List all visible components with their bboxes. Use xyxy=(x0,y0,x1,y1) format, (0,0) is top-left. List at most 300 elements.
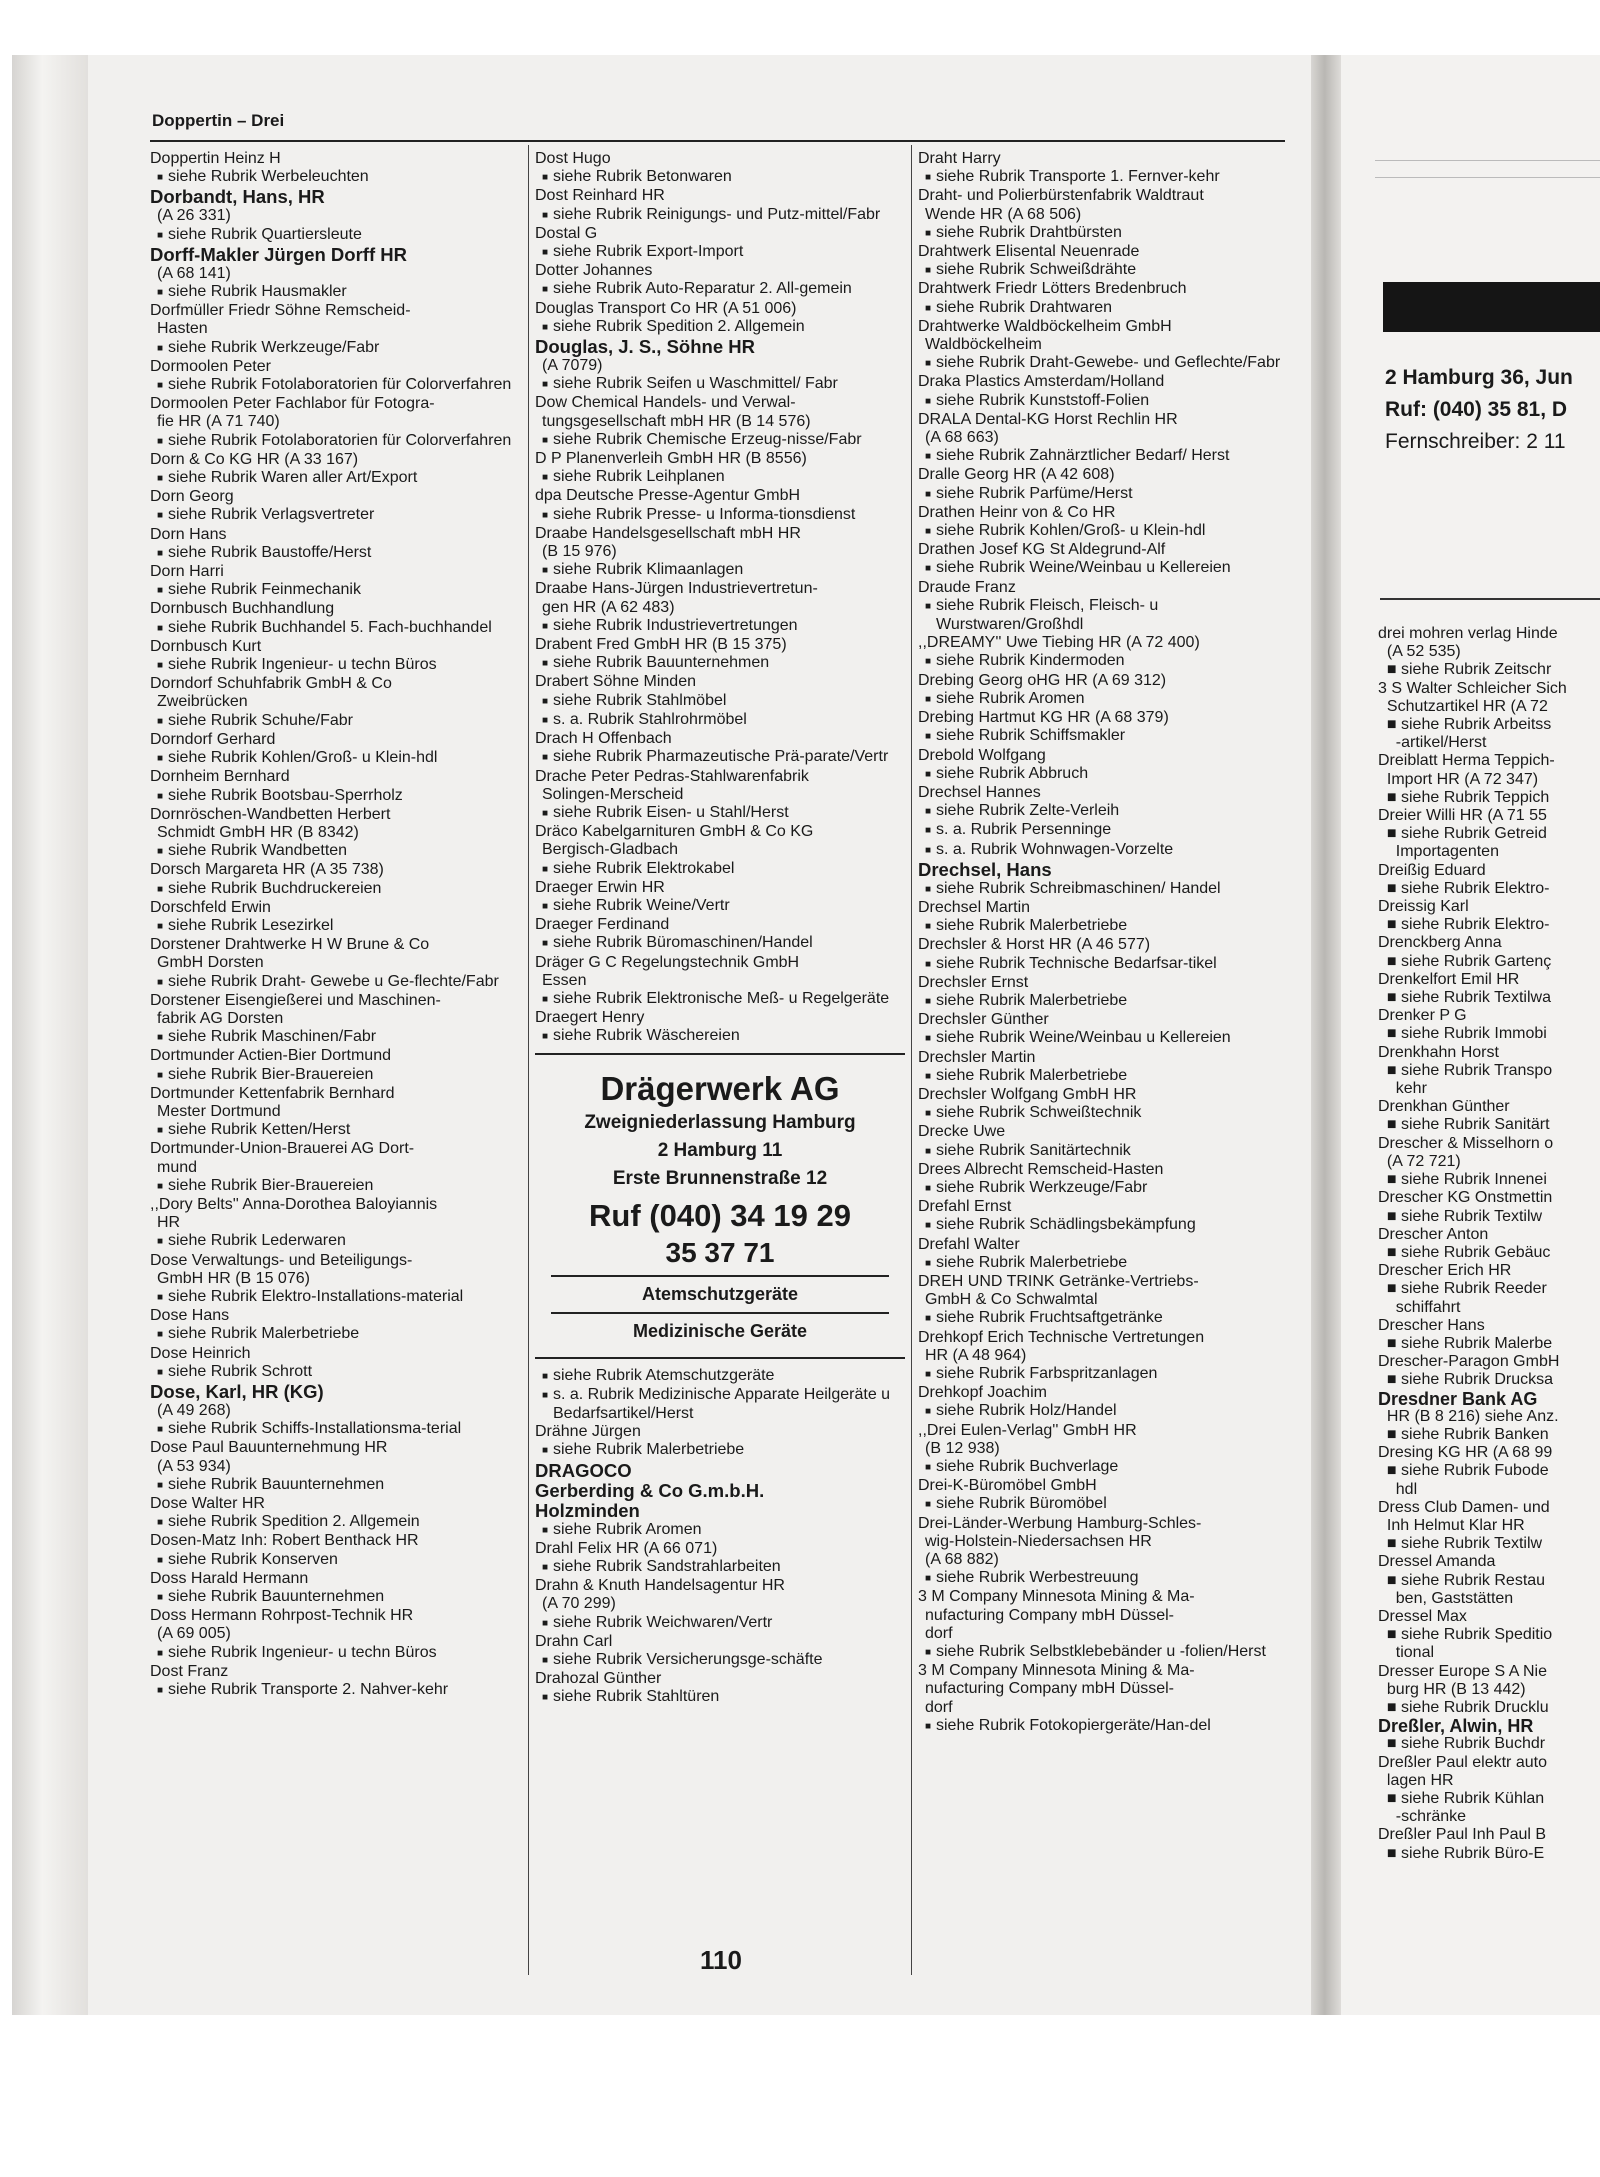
entry-name: Drei-Länder-Werbung Hamburg-Schles- xyxy=(918,1514,1202,1532)
directory-entry xyxy=(150,302,520,358)
entry-name: Dost Franz xyxy=(150,1662,229,1680)
directory-entry xyxy=(150,1252,520,1308)
directory-entry xyxy=(918,579,1293,635)
rubrik-reference: ■ siehe Rubrik Parfüme/Herst xyxy=(918,485,1293,504)
entry-detail: Schmidt GmbH HR (B 8342) xyxy=(157,823,359,841)
rubrik-reference: ■ siehe Rubrik Draht-Gewebe- und Geflechte/Fabr xyxy=(918,354,1293,373)
right-page-line: Schutzartikel HR (A 72 xyxy=(1378,697,1548,715)
entry-name: DREH UND TRINK Getränke-Vertriebs- xyxy=(918,1272,1199,1290)
entry-detail: Mester Dortmund xyxy=(157,1102,281,1120)
entry-name: Drache Peter Pedras-Stahlwarenfabrik xyxy=(535,767,809,785)
entry-name: Draka Plastics Amsterdam/Holland xyxy=(918,373,1165,391)
entry-name: Drefahl Ernst xyxy=(918,1198,1012,1216)
directory-entry xyxy=(535,394,905,450)
entry-name: Drahtwerke Waldböckelheim GmbH xyxy=(918,317,1172,335)
directory-entry xyxy=(918,318,1293,374)
right-page-line: Drescher Anton xyxy=(1378,1225,1489,1243)
directory-entry xyxy=(918,504,1293,541)
entry-name: Drebing Georg oHG HR (A 69 312) xyxy=(918,671,1167,689)
rubrik-reference: ■ siehe Rubrik Bauunternehmen xyxy=(150,1476,520,1495)
directory-entry xyxy=(535,487,905,524)
column-2-entries xyxy=(535,150,905,1047)
rubrik-reference: ■ siehe Rubrik Lesezirkel xyxy=(150,917,520,936)
entry-name: Drechsler Wolfgang GmbH HR xyxy=(918,1085,1137,1103)
entry-name: Drehkopf Joachim xyxy=(918,1384,1047,1402)
entry-name: Dose Verwaltungs- und Beteiligungs- xyxy=(150,1251,413,1269)
entry-detail: Hasten xyxy=(157,320,208,338)
directory-entry xyxy=(150,675,520,731)
entry-name: Gerberding & Co G.m.b.H. xyxy=(535,1479,765,1501)
directory-entry xyxy=(535,337,905,394)
entry-name: Drahtwerk Elisental Neuenrade xyxy=(918,243,1140,261)
right-page-line: Drescher-Paragon GmbH xyxy=(1378,1353,1560,1371)
directory-entry xyxy=(150,150,520,187)
directory-entry xyxy=(150,861,520,898)
directory-entry xyxy=(535,1540,905,1577)
directory-entry xyxy=(918,1422,1293,1478)
directory-entry xyxy=(535,300,905,337)
book-gutter xyxy=(1311,55,1341,2015)
entry-detail: fie HR (A 71 740) xyxy=(157,413,280,431)
entry-name: Dralle Georg HR (A 42 608) xyxy=(918,466,1115,484)
entry-name: ,,Dory Belts'' Anna-Dorothea Baloyiannis xyxy=(150,1195,438,1213)
directory-entry xyxy=(918,280,1293,317)
entry-name: Dose Walter HR xyxy=(150,1495,265,1513)
right-advert-phone: Ruf: (040) 35 81, D xyxy=(1385,398,1568,421)
directory-entry xyxy=(150,600,520,637)
directory-entry xyxy=(918,1011,1293,1048)
entry-detail: (B 15 976) xyxy=(542,543,617,561)
entry-name: Doppertin Heinz H xyxy=(150,150,281,167)
rubrik-reference: ■ siehe Rubrik Werkzeuge/Fabr xyxy=(150,339,520,358)
right-page-line: ■ siehe Rubrik Drucksa xyxy=(1378,1371,1554,1389)
rubrik-reference: ■ siehe Rubrik Fotokopiergeräte/Han-del xyxy=(918,1717,1293,1736)
directory-entry xyxy=(918,243,1293,280)
entry-name: 3 M Company Minnesota Mining & Ma- xyxy=(918,1588,1195,1606)
rubrik-reference: ■ s. a. Rubrik Persenninge xyxy=(918,821,1293,840)
right-page-line: ■ siehe Rubrik Transpo xyxy=(1378,1061,1553,1079)
entry-name: Drähne Jürgen xyxy=(535,1423,641,1441)
entry-name: Drechsel Martin xyxy=(918,898,1031,916)
rubrik-reference: ■ siehe Rubrik Weine/Vertr xyxy=(535,897,905,916)
entry-detail: (A 53 934) xyxy=(157,1457,231,1475)
right-page-line: ■ siehe Rubrik Büro-E xyxy=(1378,1844,1545,1862)
rubrik-reference: ■ siehe Rubrik Wandbetten xyxy=(150,842,520,861)
right-page-line: Dreißig Eduard xyxy=(1378,861,1486,879)
entry-name: Drahl Felix HR (A 66 071) xyxy=(535,1539,718,1557)
entry-detail: Bergisch-Gladbach xyxy=(542,841,679,859)
rubrik-reference: ■ siehe Rubrik Werbestreuung xyxy=(918,1569,1293,1588)
directory-entry xyxy=(918,1198,1293,1235)
right-page-line: ■ siehe Rubrik Fubode xyxy=(1378,1462,1549,1480)
right-page-line: (A 52 535) xyxy=(1378,643,1461,661)
entry-name: Dorn Georg xyxy=(150,488,234,506)
directory-entry xyxy=(535,262,905,299)
right-page-line: Inh Helmut Klar HR xyxy=(1378,1516,1525,1534)
rubrik-reference: ■ siehe Rubrik Eisen- u Stahl/Herst xyxy=(535,804,905,823)
rubrik-reference: ■ siehe Rubrik Sandstrahlarbeiten xyxy=(535,1558,905,1577)
entry-name: Draeger Erwin HR xyxy=(535,878,665,896)
right-page-top-rule xyxy=(1375,160,1600,178)
directory-entry xyxy=(535,823,905,879)
rubrik-reference: ■ s. a. Rubrik Stahlrohrmöbel xyxy=(535,711,905,730)
rubrik-reference: ■ siehe Rubrik Aromen xyxy=(918,690,1293,709)
column-separator xyxy=(528,145,529,1975)
rubrik-reference: ■ siehe Rubrik Farbspritzanlagen xyxy=(918,1365,1293,1384)
directory-entry xyxy=(918,1086,1293,1123)
right-page-line: Drenckberg Anna xyxy=(1378,934,1502,952)
right-page-line: Drenker P G xyxy=(1378,1007,1467,1025)
directory-entry xyxy=(918,1273,1293,1329)
rubrik-reference: ■ siehe Rubrik Schweißtechnik xyxy=(918,1104,1293,1123)
right-page-line: 3 S Walter Schleicher Sich xyxy=(1378,679,1567,697)
right-page-rule xyxy=(1380,598,1600,600)
advert-title: Drägerwerk AG xyxy=(600,1069,840,1107)
right-page-line: ■ siehe Rubrik Buchdr xyxy=(1378,1735,1546,1753)
entry-detail: Solingen-Merscheid xyxy=(542,785,684,803)
entry-name: Dornheim Bernhard xyxy=(150,768,290,786)
right-page-line: ■ siehe Rubrik Elektro- xyxy=(1378,879,1550,897)
rubrik-reference: ■ siehe Rubrik Werkzeuge/Fabr xyxy=(918,1179,1293,1198)
rubrik-reference: ■ siehe Rubrik Kindermoden xyxy=(918,652,1293,671)
right-page-line: Dresdner Bank AG xyxy=(1378,1388,1538,1409)
right-page-line: Dresing KG HR (A 68 99 xyxy=(1378,1444,1553,1462)
rubrik-reference: ■ siehe Rubrik Drahtwaren xyxy=(918,299,1293,318)
rubrik-reference: ■ siehe Rubrik Zelte-Verleih xyxy=(918,802,1293,821)
rubrik-reference: ■ siehe Rubrik Buchdruckereien xyxy=(150,880,520,899)
right-page-line: Dreiblatt Herma Teppich- xyxy=(1378,752,1555,770)
directory-entry xyxy=(150,1495,520,1532)
entry-name: ,,Drei Eulen-Verlag'' GmbH HR xyxy=(918,1421,1137,1439)
directory-entry xyxy=(150,358,520,395)
right-page-line: ■ siehe Rubrik Zeitschr xyxy=(1378,661,1552,679)
rubrik-reference: ■ siehe Rubrik Ingenieur- u techn Büros xyxy=(150,656,520,675)
entry-name: Douglas, J. S., Söhne HR xyxy=(535,336,755,358)
entry-detail: GmbH HR (B 15 076) xyxy=(157,1269,310,1287)
right-page-column xyxy=(1378,625,1600,1863)
advert-city: 2 Hamburg 11 xyxy=(657,1139,783,1161)
right-page-line: -schränke xyxy=(1378,1808,1467,1826)
entry-name: Dortmunder Actien-Bier Dortmund xyxy=(150,1047,391,1065)
entry-name: Doss Hermann Rohrpost-Technik HR xyxy=(150,1607,414,1625)
right-page-line: tional xyxy=(1378,1644,1435,1662)
right-page-line: (A 72 721) xyxy=(1378,1152,1461,1170)
rubrik-reference: ■ siehe Rubrik Chemische Erzeug-nisse/Fabr xyxy=(535,431,905,450)
directory-entry xyxy=(150,1307,520,1344)
right-page-line: Dressel Amanda xyxy=(1378,1553,1496,1571)
directory-entry xyxy=(150,1570,520,1607)
advert-line-2: Medizinische Geräte xyxy=(632,1320,808,1341)
directory-entry xyxy=(918,541,1293,578)
rubrik-reference: ■ siehe Rubrik Schuhe/Fabr xyxy=(150,712,520,731)
directory-entry xyxy=(918,1662,1293,1736)
rubrik-reference: ■ siehe Rubrik Fotolaboratorien für Colorverfahren xyxy=(150,432,520,451)
entry-name: Drabert Söhne Minden xyxy=(535,673,696,691)
header-rule xyxy=(150,140,1285,142)
entry-name: Doss Harald Hermann xyxy=(150,1569,309,1587)
rubrik-reference: ■ siehe Rubrik Drahtbürsten xyxy=(918,224,1293,243)
right-page-line: ■ siehe Rubrik Kühlan xyxy=(1378,1790,1545,1807)
directory-entry xyxy=(918,1588,1293,1662)
entry-detail: wig-Holstein-Niedersachsen HR xyxy=(925,1532,1152,1550)
right-page-line: ben, Gaststätten xyxy=(1378,1589,1514,1607)
right-page-line: ■ siehe Rubrik Textilwa xyxy=(1378,989,1551,1007)
rubrik-reference: ■ siehe Rubrik Industrievertretungen xyxy=(535,617,905,636)
directory-entry xyxy=(150,245,520,302)
entry-name: Dorn Hans xyxy=(150,525,227,543)
rubrik-reference: ■ siehe Rubrik Schiffs-Installationsma-terial xyxy=(150,1420,520,1439)
right-page-line: Dresser Europe S A Nie xyxy=(1378,1662,1547,1680)
rubrik-reference: ■ siehe Rubrik Schrott xyxy=(150,1363,520,1382)
right-page-line: Import HR (A 72 347) xyxy=(1378,770,1539,788)
rubrik-reference: ■ siehe Rubrik Baustoffe/Herst xyxy=(150,544,520,563)
entry-name: Drehkopf Erich Technische Vertretungen xyxy=(918,1328,1205,1346)
right-page-line: Drescher Hans xyxy=(1378,1316,1485,1334)
entry-name: Dorff-Makler Jürgen Dorff HR xyxy=(150,243,407,265)
directory-entry xyxy=(150,1140,520,1196)
entry-detail: (A 7079) xyxy=(542,357,603,375)
entry-detail: Essen xyxy=(542,971,587,989)
directory-entry xyxy=(150,992,520,1048)
entry-name: Drahtwerk Friedr Lötters Bredenbruch xyxy=(918,280,1187,298)
directory-entry xyxy=(918,1123,1293,1160)
entry-name: Dorfmüller Friedr Söhne Remscheid- xyxy=(150,302,411,320)
right-page-line: ■ siehe Rubrik Sanitärt xyxy=(1378,1116,1550,1134)
rubrik-reference: ■ siehe Rubrik Malerbetriebe xyxy=(918,1254,1293,1273)
entry-name: Drechsler Martin xyxy=(918,1048,1036,1066)
entry-name: Draegert Henry xyxy=(535,1009,645,1027)
directory-entry xyxy=(918,1515,1293,1589)
rubrik-reference: ■ siehe Rubrik Schiffsmakler xyxy=(918,727,1293,746)
entry-name: Drebold Wolfgang xyxy=(918,746,1046,764)
directory-entry xyxy=(150,1196,520,1252)
entry-name: DRAGOCO xyxy=(535,1459,632,1481)
rubrik-reference: ■ siehe Rubrik Leihplanen xyxy=(535,468,905,487)
right-page-line: drei mohren verlag Hinde xyxy=(1378,625,1558,642)
entry-name: Dornröschen-Wandbetten Herbert xyxy=(150,805,391,823)
entry-name: 3 M Company Minnesota Mining & Ma- xyxy=(918,1662,1195,1680)
entry-name: Draht Harry xyxy=(918,150,1001,167)
right-page-line: ■ siehe Rubrik Teppich xyxy=(1378,788,1550,806)
rubrik-reference: ■ siehe Rubrik Konserven xyxy=(150,1551,520,1570)
entry-name: Dorn Harri xyxy=(150,563,224,581)
entry-name: Draabe Handelsgesellschaft mbH HR xyxy=(535,524,801,542)
rubrik-reference: ■ siehe Rubrik Pharmazeutische Prä-parate/Vertr xyxy=(535,748,905,767)
entry-detail: tungsgesellschaft mbH HR (B 14 576) xyxy=(542,412,811,430)
directory-entry xyxy=(535,580,905,636)
directory-entry xyxy=(918,672,1293,709)
rubrik-reference: ■ siehe Rubrik Wäschereien xyxy=(535,1027,905,1046)
entry-name: Drechsel, Hans xyxy=(918,858,1052,880)
directory-entry xyxy=(150,1345,520,1382)
entry-name: Drechsler Ernst xyxy=(918,973,1029,991)
entry-name: Dorsch Margareta HR (A 35 738) xyxy=(150,861,384,879)
entry-detail: Wende HR (A 68 506) xyxy=(925,205,1082,223)
entry-name: Drahozal Günther xyxy=(535,1670,662,1688)
advert-rule xyxy=(551,1312,889,1314)
entry-name: Dose, Karl, HR (KG) xyxy=(150,1381,324,1402)
entry-detail: nufacturing Company mbH Düssel- xyxy=(925,1680,1174,1698)
entry-detail: Zweibrücken xyxy=(157,693,248,711)
entry-name: Draude Franz xyxy=(918,578,1016,596)
directory-entry xyxy=(150,488,520,525)
right-page-line: ■ siehe Rubrik Restau xyxy=(1378,1571,1546,1589)
entry-name: Dorschfeld Erwin xyxy=(150,898,271,916)
advert-line-1: Atemschutzgeräte xyxy=(641,1283,799,1304)
rubrik-reference: ■ siehe Rubrik Betonwaren xyxy=(535,168,905,187)
rubrik-reference: ■ siehe Rubrik Kohlen/Groß- u Klein-hdl xyxy=(150,749,520,768)
entry-name: Drechsler & Horst HR (A 46 577) xyxy=(918,936,1151,954)
rubrik-reference: ■ siehe Rubrik Waren aller Art/Export xyxy=(150,469,520,488)
directory-entry xyxy=(150,187,520,244)
draegerwerk-advert xyxy=(535,1053,905,1359)
right-page-line: Drescher Erich HR xyxy=(1378,1262,1512,1280)
entry-name: Dortmunder Kettenfabrik Bernhard xyxy=(150,1084,395,1102)
directory-entry xyxy=(918,411,1293,467)
right-advert-address: 2 Hamburg 36, Jun xyxy=(1385,366,1573,389)
entry-name: Dorstener Drahtwerke H W Brune & Co xyxy=(150,936,430,954)
entry-detail: Waldböckelheim xyxy=(925,336,1042,354)
entry-detail: mund xyxy=(157,1158,198,1176)
entry-name: dpa Deutsche Presse-Agentur GmbH xyxy=(535,487,801,505)
entry-name: Dornbusch Buchhandlung xyxy=(150,600,335,618)
entry-name: Draeger Ferdinand xyxy=(535,916,670,934)
advert-subtitle: Zweigniederlassung Hamburg xyxy=(584,1111,856,1133)
right-page-line: ■ siehe Rubrik Textilw xyxy=(1378,1207,1543,1225)
entry-name: Dorbandt, Hans, HR xyxy=(150,186,325,208)
rubrik-reference: ■ siehe Rubrik Abbruch xyxy=(918,765,1293,784)
rubrik-reference: ■ siehe Rubrik Buchverlage xyxy=(918,1458,1293,1477)
rubrik-reference: ■ siehe Rubrik Atemschutzgeräte xyxy=(535,1367,905,1386)
directory-column-2 xyxy=(535,150,905,1708)
right-page-line: Drescher & Misselhorn o xyxy=(1378,1134,1554,1152)
rubrik-reference: ■ siehe Rubrik Weine/Weinbau u Kellereien xyxy=(918,559,1293,578)
directory-entry xyxy=(535,954,905,1010)
right-page-line: kehr xyxy=(1378,1080,1427,1098)
rubrik-reference: ■ siehe Rubrik Holz/Handel xyxy=(918,1402,1293,1421)
right-page-line: Importagenten xyxy=(1378,843,1499,861)
entry-name: Dow Chemical Handels- und Verwal- xyxy=(535,394,796,412)
directory-entry xyxy=(918,860,1293,899)
entry-name: Drei-K-Büromöbel GmbH xyxy=(918,1477,1097,1495)
entry-name: Drabent Fred GmbH HR (B 15 375) xyxy=(535,636,787,654)
right-page-line: ■ siehe Rubrik Getreid xyxy=(1378,825,1547,843)
right-page-line: ■ siehe Rubrik Drucklu xyxy=(1378,1698,1549,1716)
directory-entry xyxy=(535,1633,905,1670)
entry-name: Drahn & Knuth Handelsagentur HR xyxy=(535,1577,785,1595)
entry-name: Dorstener Eisengießerei und Maschinen- xyxy=(150,991,441,1009)
right-page-line: Drenkhan Günther xyxy=(1378,1098,1510,1116)
right-page-line: Dreßler Paul Inh Paul B xyxy=(1378,1826,1547,1844)
entry-name: Dostal G xyxy=(535,224,598,242)
directory-entry xyxy=(918,1329,1293,1385)
rubrik-reference: ■ siehe Rubrik Stahltüren xyxy=(535,1688,905,1707)
right-page-line: schiffahrt xyxy=(1378,1298,1461,1316)
directory-entry xyxy=(150,1085,520,1141)
directory-entry xyxy=(150,638,520,675)
rubrik-reference: ■ siehe Rubrik Schweißdrähte xyxy=(918,261,1293,280)
rubrik-reference: ■ siehe Rubrik Quartiersleute xyxy=(150,226,520,245)
right-page-line: ■ siehe Rubrik Malerbe xyxy=(1378,1334,1553,1352)
entry-detail: dorf xyxy=(925,1698,953,1716)
directory-entry xyxy=(150,395,520,451)
entry-name: Dorndorf Schuhfabrik GmbH & Co xyxy=(150,675,392,693)
directory-entry xyxy=(535,768,905,824)
entry-name: Draabe Hans-Jürgen Industrievertretun- xyxy=(535,580,818,598)
column-2-entries-after-advert xyxy=(535,1367,905,1708)
directory-entry xyxy=(535,916,905,953)
rubrik-reference: ■ siehe Rubrik Spedition 2. Allgemein xyxy=(150,1513,520,1532)
entry-name: Dose Paul Bauunternehmung HR xyxy=(150,1439,388,1457)
directory-entry xyxy=(918,466,1293,503)
rubrik-reference: ■ siehe Rubrik Hausmakler xyxy=(150,283,520,302)
rubrik-reference: ■ siehe Rubrik Weichwaren/Vertr xyxy=(535,1614,905,1633)
rubrik-reference: ■ siehe Rubrik Draht- Gewebe u Ge-flechte/Fabr xyxy=(150,973,520,992)
right-page-line: Dress Club Damen- und xyxy=(1378,1498,1550,1516)
rubrik-reference: ■ siehe Rubrik Bauunternehmen xyxy=(150,1588,520,1607)
right-page-line: HR (B 8 216) siehe Anz. xyxy=(1378,1407,1559,1425)
rubrik-reference: ■ siehe Rubrik Fruchtsaftgetränke xyxy=(918,1309,1293,1328)
page-number: 110 xyxy=(700,1945,742,1975)
directory-entry xyxy=(535,730,905,767)
directory-column-3 xyxy=(918,150,1293,1736)
rubrik-reference: ■ siehe Rubrik Verlagsvertreter xyxy=(150,506,520,525)
rubrik-reference: ■ siehe Rubrik Spedition 2. Allgemein xyxy=(535,318,905,337)
advert-phone-2: 35 37 71 xyxy=(665,1236,775,1268)
rubrik-reference: ■ siehe Rubrik Transporte 1. Fernver-kehr xyxy=(918,168,1293,187)
right-page-line: lagen HR xyxy=(1378,1771,1454,1789)
entry-name: Drechsler Günther xyxy=(918,1011,1049,1029)
entry-detail: nufacturing Company mbH Düssel- xyxy=(925,1606,1174,1624)
entry-name: Drebing Hartmut KG HR (A 68 379) xyxy=(918,709,1169,727)
running-header: Doppertin – Drei xyxy=(152,111,285,130)
directory-entry xyxy=(918,784,1293,860)
directory-entry xyxy=(918,974,1293,1011)
directory-entry xyxy=(535,225,905,262)
right-page-line: Dreßler Paul elektr auto xyxy=(1378,1753,1547,1771)
rubrik-reference: ■ siehe Rubrik Zahnärztlicher Bedarf/ Herst xyxy=(918,447,1293,466)
right-page-line: ■ siehe Rubrik Gartenç xyxy=(1378,952,1552,970)
directory-entry xyxy=(150,1607,520,1663)
entry-name: Dost Reinhard HR xyxy=(535,187,665,205)
right-advert-telex: Fernschreiber: 2 11 xyxy=(1385,430,1566,453)
right-page-line: ■ siehe Rubrik Immobi xyxy=(1378,1025,1547,1043)
entry-name: Dose Hans xyxy=(150,1307,230,1325)
right-page-line: Drescher KG Onstmettin xyxy=(1378,1189,1553,1207)
entry-detail: (A 69 005) xyxy=(157,1625,231,1643)
rubrik-reference: ■ siehe Rubrik Malerbetriebe xyxy=(918,1067,1293,1086)
directory-entry xyxy=(150,936,520,992)
entry-name: Dräger G C Regelungstechnik GmbH xyxy=(535,953,800,971)
directory-entry xyxy=(150,1532,520,1569)
right-page-line: ■ siehe Rubrik Elektro- xyxy=(1378,916,1550,934)
directory-entry xyxy=(535,636,905,673)
entry-detail: HR (A 48 964) xyxy=(925,1346,1027,1364)
entry-detail: GmbH & Co Schwalmtal xyxy=(925,1291,1098,1309)
entry-name: DRALA Dental-KG Horst Rechlin HR xyxy=(918,410,1178,428)
directory-entry xyxy=(918,634,1293,671)
rubrik-reference: ■ siehe Rubrik Maschinen/Fabr xyxy=(150,1028,520,1047)
directory-entry xyxy=(150,563,520,600)
directory-entry xyxy=(918,1236,1293,1273)
right-page-line: burg HR (B 13 442) xyxy=(1378,1680,1526,1698)
rubrik-reference: ■ siehe Rubrik Aromen xyxy=(535,1521,905,1540)
entry-detail: (B 12 938) xyxy=(925,1439,1000,1457)
entry-name: Drathen Heinr von & Co HR xyxy=(918,503,1116,521)
rubrik-reference: ■ siehe Rubrik Elektro-Installations-material xyxy=(150,1288,520,1307)
directory-entry xyxy=(918,899,1293,936)
rubrik-reference: ■ siehe Rubrik Büromaschinen/Handel xyxy=(535,934,905,953)
